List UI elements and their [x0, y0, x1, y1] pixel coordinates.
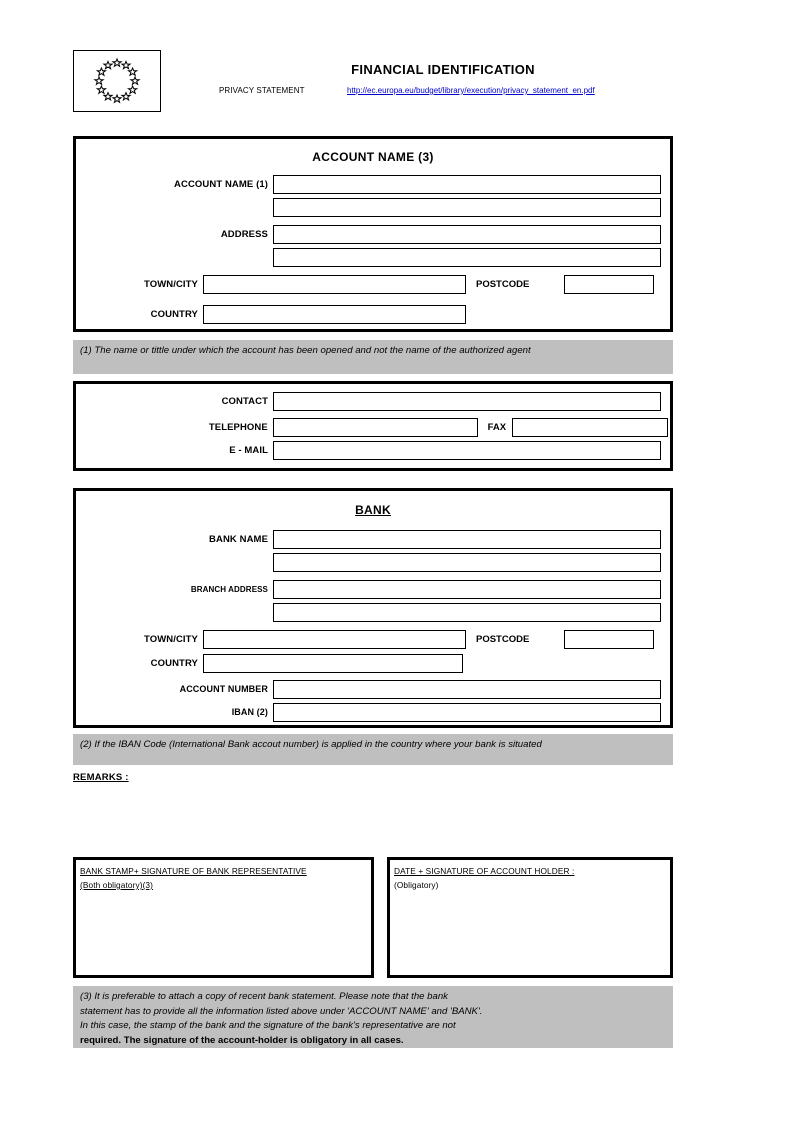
fax-label: FAX: [487, 422, 507, 433]
privacy-statement-label: PRIVACY STATEMENT: [219, 86, 305, 95]
bank-country-input[interactable]: [203, 654, 463, 673]
bank-signature-box[interactable]: [73, 857, 374, 978]
account-name-section-title: ACCOUNT NAME (3): [312, 150, 434, 164]
branch-address-row-1: [76, 580, 668, 599]
bank-postcode-label: POSTCODE: [476, 634, 530, 645]
eu-stars-circle-icon: [74, 51, 160, 111]
branch-address-input-1[interactable]: [273, 580, 661, 599]
telephone-fax-row: [76, 418, 668, 437]
country-input[interactable]: [203, 305, 466, 324]
contact-row: [76, 392, 668, 411]
bank-name-input-2[interactable]: [273, 553, 661, 572]
branch-address-input-2[interactable]: [273, 603, 661, 622]
contact-input[interactable]: [273, 392, 661, 411]
form-header: [73, 50, 673, 114]
telephone-input[interactable]: [273, 418, 478, 437]
town-city-input[interactable]: [203, 275, 466, 294]
footnote-3: [73, 986, 673, 1048]
account-name-input-1[interactable]: [273, 175, 661, 194]
privacy-statement-link[interactable]: http://ec.europa.eu/budget/library/execution/privacy_statement_en.pdf: [347, 86, 595, 95]
email-label: E - MAIL: [229, 444, 268, 456]
title-block: [213, 62, 673, 95]
bank-town-city-label: TOWN/CITY: [143, 633, 198, 645]
email-input[interactable]: [273, 441, 661, 460]
account-name-row-1: [76, 175, 668, 194]
address-input-2[interactable]: [273, 248, 661, 267]
footnote-2: (2) If the IBAN Code (International Bank accout number) is applied in the country where your bank is situated: [73, 734, 673, 765]
account-name-label: ACCOUNT NAME (1): [174, 178, 268, 190]
account-number-input[interactable]: [273, 680, 661, 699]
footnote-3-line-1: (3) It is preferable to attach a copy of recent bank statement. Please note that the bank: [80, 991, 448, 1002]
page-title: FINANCIAL IDENTIFICATION: [351, 62, 535, 77]
bank-name-row-2: [76, 553, 668, 572]
branch-address-label: BRANCH ADDRESS: [190, 584, 268, 594]
bank-town-city-input[interactable]: [203, 630, 466, 649]
address-input-1[interactable]: [273, 225, 661, 244]
postcode-input[interactable]: [564, 275, 654, 294]
address-label: ADDRESS: [220, 228, 268, 240]
town-city-postcode-row: [76, 275, 668, 294]
bank-country-row: [76, 654, 668, 673]
remarks-label: REMARKS :: [73, 772, 129, 783]
address-row-2: [76, 248, 668, 267]
contact-label: CONTACT: [221, 395, 268, 407]
iban-input[interactable]: [273, 703, 661, 722]
bank-signature-heading: BANK STAMP+ SIGNATURE OF BANK REPRESENTATIVE: [80, 866, 307, 876]
fax-input[interactable]: [512, 418, 668, 437]
privacy-statement-row: [213, 86, 673, 95]
bank-name-row-1: [76, 530, 668, 549]
country-row: [76, 305, 668, 324]
iban-label: IBAN (2): [231, 707, 268, 717]
bank-section-title: BANK: [355, 503, 391, 517]
account-holder-signature-subtext: (Obligatory): [394, 880, 439, 890]
account-name-input-2[interactable]: [273, 198, 661, 217]
postcode-label: POSTCODE: [476, 279, 530, 290]
footnote-3-line-4: required. The signature of the account-holder is obligatory in all cases.: [80, 1034, 404, 1046]
footnote-1: (1) The name or tittle under which the account has been opened and not the name of the authorized agent: [73, 340, 673, 374]
account-holder-signature-heading: DATE + SIGNATURE OF ACCOUNT HOLDER :: [394, 866, 575, 876]
country-label: COUNTRY: [150, 308, 198, 320]
iban-row: [76, 703, 668, 722]
bank-town-city-postcode-row: [76, 630, 668, 649]
bank-postcode-input[interactable]: [564, 630, 654, 649]
town-city-label: TOWN/CITY: [143, 278, 198, 290]
account-name-section: [73, 136, 673, 332]
telephone-label: TELEPHONE: [208, 421, 268, 433]
account-name-row-2: [76, 198, 668, 217]
european-union-flag-logo: [73, 50, 161, 112]
email-row: [76, 441, 668, 460]
account-number-row: [76, 680, 668, 699]
address-row-1: [76, 225, 668, 244]
bank-signature-subtext: (Both obligatory)(3): [80, 880, 154, 890]
branch-address-row-2: [76, 603, 668, 622]
bank-country-label: COUNTRY: [150, 657, 198, 669]
contact-section: [73, 381, 673, 471]
footnote-3-line-2: statement has to provide all the information listed above under 'ACCOUNT NAME' and 'BANK'.: [80, 1005, 483, 1017]
bank-section: [73, 488, 673, 728]
footnote-3-line-3: In this case, the stamp of the bank and the signature of the bank's representative are not: [80, 1020, 456, 1031]
account-holder-signature-box[interactable]: [387, 857, 673, 978]
account-number-label: ACCOUNT NUMBER: [179, 684, 268, 694]
bank-name-label: BANK NAME: [209, 533, 268, 545]
bank-name-input-1[interactable]: [273, 530, 661, 549]
